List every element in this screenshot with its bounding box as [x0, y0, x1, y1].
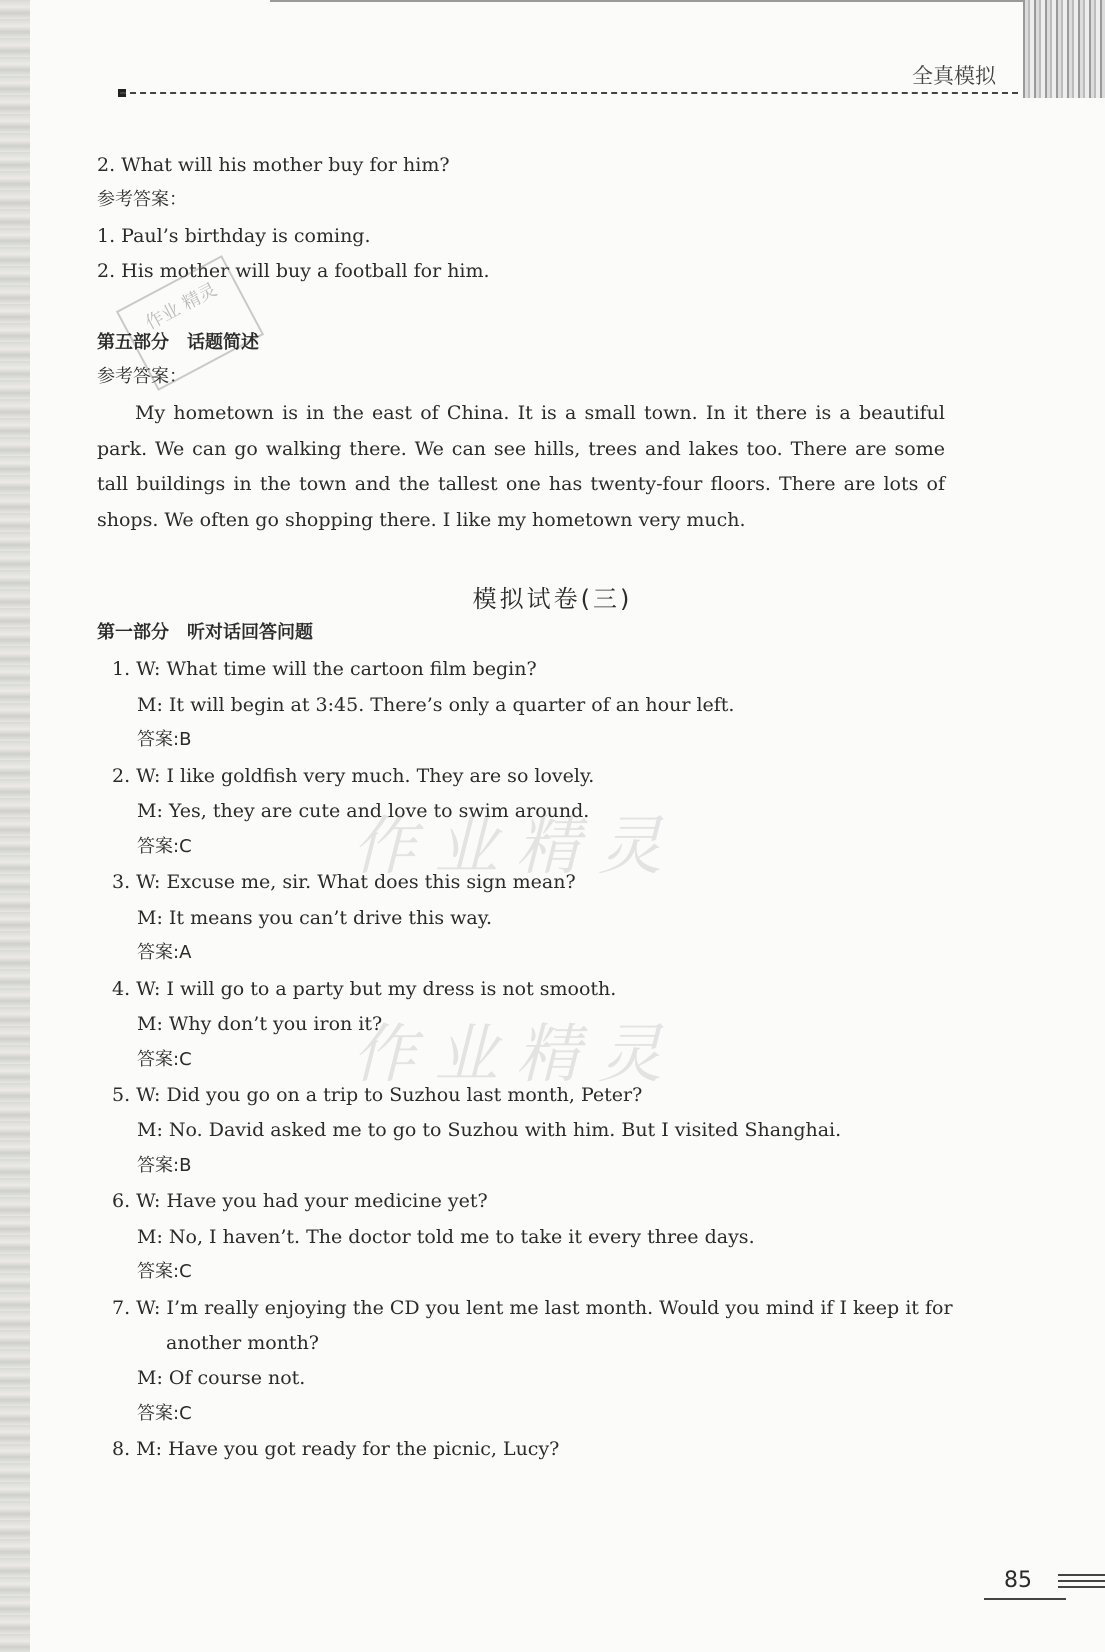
- item-2-answer: 答案:C: [137, 836, 192, 857]
- top-border-line: [270, 0, 1040, 2]
- part1-heading: 第一部分 听对话回答问题: [97, 622, 313, 643]
- page-corner-tab: [1023, 0, 1105, 98]
- item-5-response: M: No. David asked me to go to Suzhou with him. But I visited Shanghai.: [137, 1119, 842, 1141]
- part5-ref-label: 参考答案：: [97, 366, 187, 387]
- item-7-question-cont: another month?: [166, 1332, 319, 1354]
- item-6-answer: 答案:C: [137, 1261, 192, 1282]
- answer-1: 1. Paul’s birthday is coming.: [97, 225, 371, 247]
- watermark-large-1: 作业精灵: [352, 810, 680, 884]
- exam-title: 模拟试卷(三): [472, 585, 633, 613]
- item-7-answer: 答案:C: [137, 1403, 192, 1424]
- page-number-rule: [984, 1598, 1066, 1600]
- item-4-question: 4. W: I will go to a party but my dress is not smooth.: [112, 978, 617, 1000]
- item-8-question: 8. M: Have you got ready for the picnic, Lucy?: [112, 1438, 560, 1460]
- item-1-response: M: It will begin at 3:45. There’s only a quarter of an hour left.: [137, 694, 735, 716]
- watermark-stamp: 作业 精灵: [116, 255, 264, 391]
- item-1-question: 1. W: What time will the cartoon film begin?: [112, 658, 537, 680]
- item-6-response: M: No, I haven’t. The doctor told me to take it every three days.: [137, 1226, 755, 1248]
- item-3-question: 3. W: Excuse me, sir. What does this sign mean?: [112, 871, 576, 893]
- item-5-question: 5. W: Did you go on a trip to Suzhou last month, Peter?: [112, 1084, 643, 1106]
- page-number-lines: [1058, 1574, 1105, 1592]
- item-2-response: M: Yes, they are cute and love to swim around.: [137, 800, 590, 822]
- item-2-question: 2. W: I like goldfish very much. They are so lovely.: [112, 765, 595, 787]
- part5-heading: 第五部分 话题简述: [97, 332, 259, 353]
- torn-page-edge: [0, 0, 30, 1652]
- question-2: 2. What will his mother buy for him?: [97, 154, 450, 176]
- item-4-response: M: Why don’t you iron it?: [137, 1013, 383, 1035]
- header-rule: [120, 92, 1018, 94]
- item-7-response: M: Of course not.: [137, 1367, 306, 1389]
- item-4-answer: 答案:C: [137, 1049, 192, 1070]
- essay-paragraph: My hometown is in the east of China. It is a small town. In it there is a beautiful park. We can go walking there. We can see hills, trees and lakes too. There are some tall buildings in the town and the tallest one has twenty-four floors. There are lots of shops. We often go shopping there. I like my hometown very much.: [97, 402, 945, 531]
- watermark-large-2: 作业精灵: [352, 1018, 680, 1092]
- item-3-answer: 答案:A: [137, 942, 192, 963]
- item-1-answer: 答案:B: [137, 729, 192, 750]
- section-label: 全真模拟: [912, 64, 996, 88]
- page-number: 85: [1004, 1568, 1032, 1593]
- item-7-question: 7. W: I’m really enjoying the CD you lent me last month. Would you mind if I keep it for: [112, 1297, 953, 1319]
- item-5-answer: 答案:B: [137, 1155, 192, 1176]
- ref-answer-label: 参考答案：: [97, 189, 187, 210]
- item-3-response: M: It means you can’t drive this way.: [137, 907, 492, 929]
- answer-2: 2. His mother will buy a football for him.: [97, 260, 490, 282]
- item-6-question: 6. W: Have you had your medicine yet?: [112, 1190, 488, 1212]
